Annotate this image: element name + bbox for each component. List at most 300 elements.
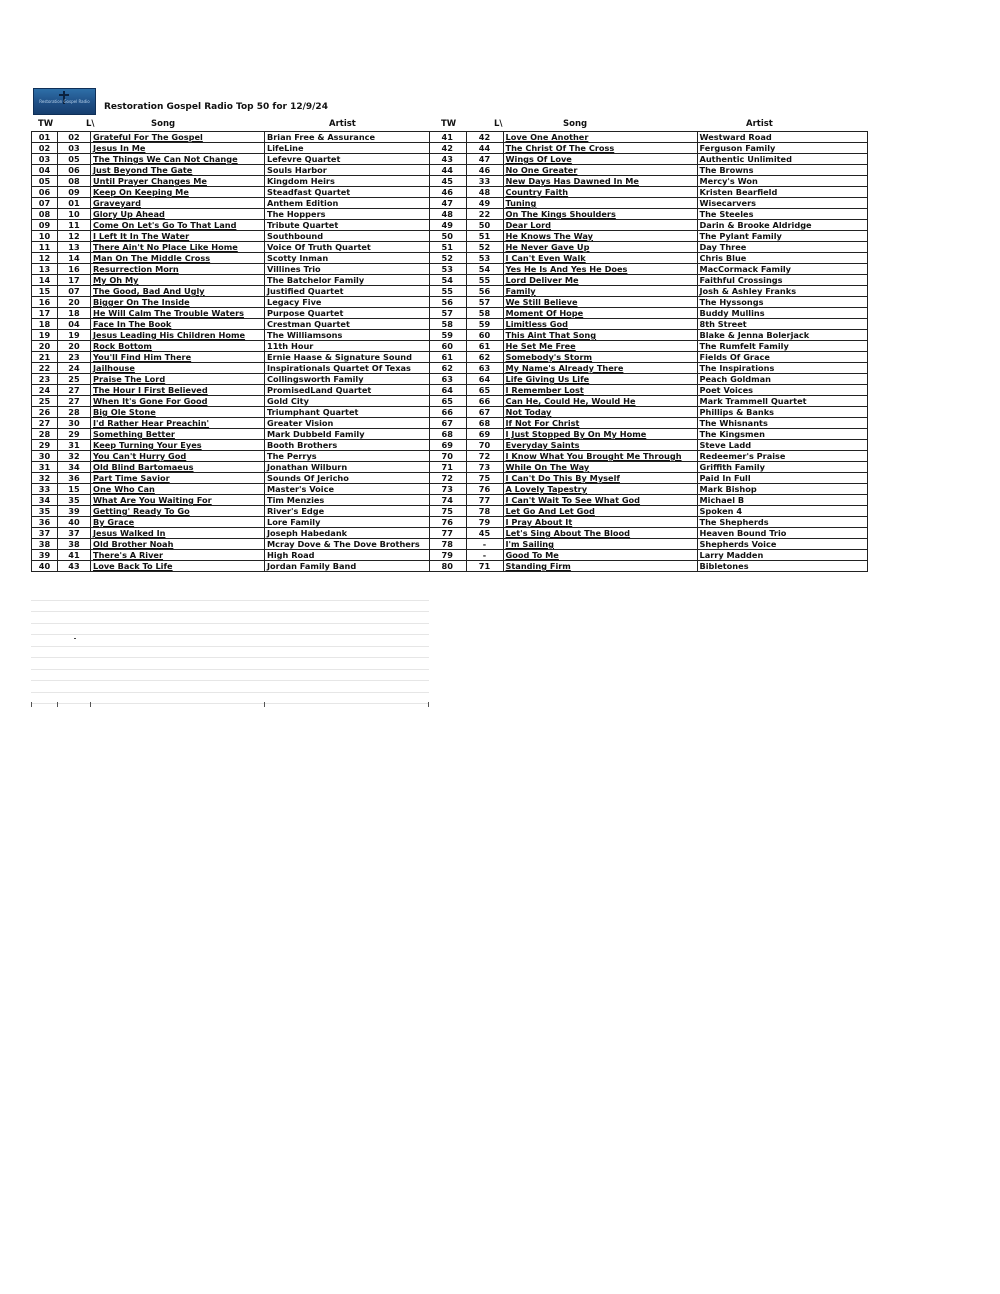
rank-last-week: 24	[58, 363, 91, 374]
song-title-text: You Can't Hurry God	[93, 451, 187, 461]
song-title-text: I Can't Wait To See What God	[505, 495, 641, 505]
song-title-text: Let Go And Let God	[505, 506, 595, 516]
song-title-text: Lord Deliver Me	[505, 275, 579, 285]
artist-name: Jordan Family Band	[265, 561, 430, 572]
rank-this-week: 63	[429, 374, 466, 385]
song-title-text: We Still Believe	[505, 297, 578, 307]
header-lw-left: L\	[86, 119, 95, 129]
artist-name: Bibletones	[697, 561, 867, 572]
song-title-text: Grateful For The Gospel	[93, 132, 203, 142]
song-title-text: Jailhouse	[93, 363, 135, 373]
rank-this-week: 03	[32, 154, 58, 165]
song-title	[91, 176, 265, 187]
song-title-text: Good To Me	[505, 550, 559, 560]
rank-this-week: 77	[429, 528, 466, 539]
rank-this-week: 16	[32, 297, 58, 308]
rank-this-week: 33	[32, 484, 58, 495]
artist-name: Griffith Family	[697, 462, 867, 473]
rank-this-week: 69	[429, 440, 466, 451]
rank-last-week: 31	[58, 440, 91, 451]
rank-this-week: 62	[429, 363, 466, 374]
song-title-text: Jesus Leading His Children Home	[93, 330, 246, 340]
song-title-text: Keep Turning Your Eyes	[93, 440, 202, 450]
artist-name: The Batchelor Family	[265, 275, 430, 286]
artist-name: Spoken 4	[697, 506, 867, 517]
song-title	[503, 187, 697, 198]
artist-name: Faithful Crossings	[697, 275, 867, 286]
rank-last-week: 79	[466, 517, 503, 528]
rank-last-week: 49	[466, 198, 503, 209]
rank-last-week: 52	[466, 242, 503, 253]
rank-this-week: 35	[32, 506, 58, 517]
rank-this-week: 29	[32, 440, 58, 451]
song-title	[91, 242, 265, 253]
song-title-text: The Things We Can Not Change	[93, 154, 238, 164]
song-title-text: Can He, Could He, Would He	[505, 396, 636, 406]
artist-name: Kingdom Heirs	[265, 176, 430, 187]
rank-this-week: 26	[32, 407, 58, 418]
song-title	[503, 264, 697, 275]
artist-name: Tim Menzies	[265, 495, 430, 506]
song-title	[503, 198, 697, 209]
song-title	[91, 407, 265, 418]
song-title-text: Rock Bottom	[93, 341, 152, 351]
rank-last-week: 70	[466, 440, 503, 451]
chart-row	[429, 165, 867, 176]
song-title	[91, 363, 265, 374]
rank-this-week: 21	[32, 352, 58, 363]
rank-this-week: 06	[32, 187, 58, 198]
rank-last-week: 13	[58, 242, 91, 253]
song-title	[503, 495, 697, 506]
artist-name: Steve Ladd	[697, 440, 867, 451]
song-title	[91, 308, 265, 319]
chart-row	[32, 429, 430, 440]
song-title	[503, 253, 697, 264]
artist-name: Paid In Full	[697, 473, 867, 484]
rank-last-week: 27	[58, 385, 91, 396]
chart-row	[429, 451, 867, 462]
rank-this-week: 80	[429, 561, 466, 572]
rank-last-week: 32	[58, 451, 91, 462]
rank-last-week: 73	[466, 462, 503, 473]
song-title	[503, 143, 697, 154]
song-title	[91, 341, 265, 352]
rank-this-week: 27	[32, 418, 58, 429]
song-title	[503, 297, 697, 308]
song-title	[503, 330, 697, 341]
chart-row	[429, 198, 867, 209]
song-title	[503, 341, 697, 352]
artist-name: Mark Dubbeld Family	[265, 429, 430, 440]
rank-this-week: 28	[32, 429, 58, 440]
rank-this-week: 51	[429, 242, 466, 253]
rank-this-week: 53	[429, 264, 466, 275]
song-title-text: When It's Gone For Good	[93, 396, 208, 406]
artist-name: Gold City	[265, 396, 430, 407]
song-title-text: No One Greater	[505, 165, 578, 175]
rank-last-week: 38	[58, 539, 91, 550]
chart-row	[429, 297, 867, 308]
chart-row	[429, 374, 867, 385]
song-title-text: If Not For Christ	[505, 418, 580, 428]
rank-last-week: 30	[58, 418, 91, 429]
rank-last-week: 11	[58, 220, 91, 231]
artist-name: Kristen Bearfield	[697, 187, 867, 198]
chart-row	[32, 407, 430, 418]
chart-row	[32, 473, 430, 484]
song-title	[91, 253, 265, 264]
rank-this-week: 04	[32, 165, 58, 176]
artist-name: Jonathan Wilburn	[265, 462, 430, 473]
rank-this-week: 23	[32, 374, 58, 385]
rank-this-week: 49	[429, 220, 466, 231]
chart-row	[32, 363, 430, 374]
song-title	[503, 418, 697, 429]
song-title	[91, 220, 265, 231]
song-title-text: Come On Let's Go To That Land	[93, 220, 237, 230]
song-title-text: Country Faith	[505, 187, 569, 197]
rank-last-week: 62	[466, 352, 503, 363]
artist-name: Ernie Haase & Signature Sound	[265, 352, 430, 363]
rank-last-week: 77	[466, 495, 503, 506]
grid-tick	[428, 702, 429, 707]
song-title	[91, 396, 265, 407]
rank-this-week: 46	[429, 187, 466, 198]
song-title	[91, 462, 265, 473]
chart-row	[32, 341, 430, 352]
artist-name: The Browns	[697, 165, 867, 176]
song-title	[503, 363, 697, 374]
song-title	[91, 275, 265, 286]
rank-this-week: 40	[32, 561, 58, 572]
artist-name: Mercy's Won	[697, 176, 867, 187]
rank-last-week: 58	[466, 308, 503, 319]
logo-text: Restoration Gospel Radio	[39, 99, 90, 104]
header-song-right: Song	[563, 119, 588, 129]
song-title-text: There Ain't No Place Like Home	[93, 242, 238, 252]
song-title	[503, 517, 697, 528]
rank-this-week: 41	[429, 132, 466, 143]
artist-name: Tribute Quartet	[265, 220, 430, 231]
rank-last-week: 28	[58, 407, 91, 418]
chart-row	[429, 209, 867, 220]
rank-this-week: 19	[32, 330, 58, 341]
rank-this-week: 15	[32, 286, 58, 297]
song-title-text: Keep On Keeping Me	[93, 187, 189, 197]
artist-name: Chris Blue	[697, 253, 867, 264]
rank-last-week: 76	[466, 484, 503, 495]
song-title-text: The Hour I First Believed	[93, 385, 208, 395]
stray-mark	[74, 638, 76, 639]
song-title-text: Old Brother Noah	[93, 539, 174, 549]
song-title	[91, 495, 265, 506]
artist-name: Voice Of Truth Quartet	[265, 242, 430, 253]
artist-name: Redeemer's Praise	[697, 451, 867, 462]
song-title-text: I'd Rather Hear Preachin'	[93, 418, 210, 428]
artist-name: Lefevre Quartet	[265, 154, 430, 165]
song-title-text: Life Giving Us Life	[505, 374, 590, 384]
artist-name: The Inspirations	[697, 363, 867, 374]
chart-row	[32, 506, 430, 517]
rank-this-week: 68	[429, 429, 466, 440]
rank-this-week: 59	[429, 330, 466, 341]
artist-name: Mcray Dove & The Dove Brothers	[265, 539, 430, 550]
rank-this-week: 73	[429, 484, 466, 495]
song-title-text: By Grace	[93, 517, 135, 527]
chart-row	[429, 176, 867, 187]
song-title-text: Big Ole Stone	[93, 407, 156, 417]
artist-name: The Shepherds	[697, 517, 867, 528]
song-title	[91, 451, 265, 462]
rank-last-week: 34	[58, 462, 91, 473]
rank-last-week: 01	[58, 198, 91, 209]
artist-name: Villines Trio	[265, 264, 430, 275]
song-title-text: Yes He Is And Yes He Does	[505, 264, 628, 274]
chart-row	[32, 418, 430, 429]
rank-this-week: 08	[32, 209, 58, 220]
song-title	[91, 187, 265, 198]
rank-this-week: 79	[429, 550, 466, 561]
artist-name: Justified Quartet	[265, 286, 430, 297]
rank-this-week: 75	[429, 506, 466, 517]
chart-row	[429, 473, 867, 484]
song-title	[91, 473, 265, 484]
rank-this-week: 56	[429, 297, 466, 308]
chart-row	[32, 275, 430, 286]
song-title-text: Man On The Middle Cross	[93, 253, 211, 263]
rank-last-week: 20	[58, 341, 91, 352]
rank-last-week: 51	[466, 231, 503, 242]
artist-name: Blake & Jenna Bolerjack	[697, 330, 867, 341]
chart-row	[429, 363, 867, 374]
song-title-text: This Aint That Song	[505, 330, 597, 340]
song-title	[91, 154, 265, 165]
rank-this-week: 50	[429, 231, 466, 242]
rank-this-week: 58	[429, 319, 466, 330]
chart-row	[32, 176, 430, 187]
empty-grid	[31, 600, 429, 705]
rank-last-week: 55	[466, 275, 503, 286]
artist-name: Phillips & Banks	[697, 407, 867, 418]
chart-table-left	[31, 131, 430, 572]
artist-name: Heaven Bound Trio	[697, 528, 867, 539]
chart-row	[32, 231, 430, 242]
rank-last-week: 07	[58, 286, 91, 297]
chart-row	[429, 484, 867, 495]
rank-last-week: 66	[466, 396, 503, 407]
artist-name: Lore Family	[265, 517, 430, 528]
song-title-text: Let's Sing About The Blood	[505, 528, 631, 538]
song-title-text: I Know What You Brought Me Through	[505, 451, 682, 461]
song-title	[503, 220, 697, 231]
song-title-text: He Never Gave Up	[505, 242, 590, 252]
rank-last-week: 45	[466, 528, 503, 539]
rank-last-week: 39	[58, 506, 91, 517]
rank-last-week: 10	[58, 209, 91, 220]
rank-last-week: 60	[466, 330, 503, 341]
chart-row	[32, 440, 430, 451]
rank-this-week: 20	[32, 341, 58, 352]
rank-last-week: 29	[58, 429, 91, 440]
song-title-text: I Can't Even Walk	[505, 253, 586, 263]
song-title-text: Dear Lord	[505, 220, 552, 230]
rank-last-week: 33	[466, 176, 503, 187]
artist-name: The Steeles	[697, 209, 867, 220]
song-title-text: My Name's Already There	[505, 363, 624, 373]
rank-last-week: 37	[58, 528, 91, 539]
rank-this-week: 25	[32, 396, 58, 407]
artist-name: Sounds Of Jericho	[265, 473, 430, 484]
rank-this-week: 76	[429, 517, 466, 528]
chart-row	[429, 154, 867, 165]
song-title-text: Graveyard	[93, 198, 141, 208]
rank-last-week: 15	[58, 484, 91, 495]
rank-this-week: 32	[32, 473, 58, 484]
song-title	[91, 286, 265, 297]
rank-this-week: 30	[32, 451, 58, 462]
rank-this-week: 18	[32, 319, 58, 330]
song-title	[91, 517, 265, 528]
rank-last-week: 25	[58, 374, 91, 385]
rank-last-week: 59	[466, 319, 503, 330]
song-title-text: Old Blind Bartomaeus	[93, 462, 194, 472]
artist-name: High Road	[265, 550, 430, 561]
artist-name: The Hoppers	[265, 209, 430, 220]
song-title-text: Family	[505, 286, 536, 296]
rank-last-week: 53	[466, 253, 503, 264]
artist-name: Shepherds Voice	[697, 539, 867, 550]
chart-row	[429, 275, 867, 286]
rank-last-week: 27	[58, 396, 91, 407]
chart-row	[32, 253, 430, 264]
song-title-text: I'm Sailing	[505, 539, 554, 549]
chart-row	[429, 517, 867, 528]
song-title-text: Limitless God	[505, 319, 568, 329]
song-title	[91, 209, 265, 220]
header-artist-right: Artist	[746, 119, 773, 129]
artist-name: Buddy Mullins	[697, 308, 867, 319]
artist-name: Brian Free & Assurance	[265, 132, 430, 143]
rank-last-week: 50	[466, 220, 503, 231]
rank-last-week: 65	[466, 385, 503, 396]
artist-name: The Williamsons	[265, 330, 430, 341]
song-title-text: Not Today	[505, 407, 552, 417]
rank-last-week: 48	[466, 187, 503, 198]
header-artist-left: Artist	[329, 119, 356, 129]
artist-name: 11th Hour	[265, 341, 430, 352]
rank-last-week: 09	[58, 187, 91, 198]
song-title-text: Face In The Book	[93, 319, 172, 329]
rank-last-week: 56	[466, 286, 503, 297]
song-title-text: Standing Firm	[505, 561, 571, 571]
rank-this-week: 71	[429, 462, 466, 473]
chart-row	[32, 462, 430, 473]
rank-last-week: 72	[466, 451, 503, 462]
chart-row	[32, 484, 430, 495]
song-title	[503, 352, 697, 363]
rank-last-week: 68	[466, 418, 503, 429]
artist-name: Steadfast Quartet	[265, 187, 430, 198]
rank-last-week: 35	[58, 495, 91, 506]
rank-this-week: 47	[429, 198, 466, 209]
rank-last-week: 78	[466, 506, 503, 517]
chart-row	[32, 132, 430, 143]
artist-name: Poet Voices	[697, 385, 867, 396]
artist-name: Day Three	[697, 242, 867, 253]
rank-last-week: 54	[466, 264, 503, 275]
song-title	[503, 440, 697, 451]
rank-last-week: 42	[466, 132, 503, 143]
chart-row	[429, 253, 867, 264]
rank-this-week: 39	[32, 550, 58, 561]
rank-last-week: 69	[466, 429, 503, 440]
chart-row	[429, 429, 867, 440]
artist-name: The Pylant Family	[697, 231, 867, 242]
song-title-text: Wings Of Love	[505, 154, 572, 164]
artist-name: The Kingsmen	[697, 429, 867, 440]
song-title	[91, 264, 265, 275]
artist-name: Josh & Ashley Franks	[697, 286, 867, 297]
song-title-text: A Lovely Tapestry	[505, 484, 588, 494]
rank-this-week: 72	[429, 473, 466, 484]
rank-last-week: 46	[466, 165, 503, 176]
chart-row	[32, 242, 430, 253]
chart-row	[32, 451, 430, 462]
chart-row	[32, 297, 430, 308]
chart-row	[429, 352, 867, 363]
song-title	[91, 528, 265, 539]
rank-last-week: 47	[466, 154, 503, 165]
song-title-text: Getting' Ready To Go	[93, 506, 190, 516]
chart-row	[429, 286, 867, 297]
song-title	[503, 385, 697, 396]
chart-row	[32, 209, 430, 220]
song-title-text: Just Beyond The Gate	[93, 165, 193, 175]
song-title-text: Part Time Savior	[93, 473, 170, 483]
grid-tick	[57, 702, 58, 707]
song-title	[503, 484, 697, 495]
rank-last-week: 23	[58, 352, 91, 363]
rank-last-week: 12	[58, 231, 91, 242]
artist-name: Mark Bishop	[697, 484, 867, 495]
song-title	[503, 462, 697, 473]
rank-last-week: 05	[58, 154, 91, 165]
song-title	[91, 143, 265, 154]
chart-row	[429, 330, 867, 341]
artist-name: The Whisnants	[697, 418, 867, 429]
rank-this-week: 07	[32, 198, 58, 209]
rank-this-week: 67	[429, 418, 466, 429]
song-title-text: While On The Way	[505, 462, 590, 472]
artist-name: Authentic Unlimited	[697, 154, 867, 165]
chart-row	[32, 517, 430, 528]
rank-this-week: 44	[429, 165, 466, 176]
artist-name: Ferguson Family	[697, 143, 867, 154]
chart-row	[32, 220, 430, 231]
chart-row	[429, 550, 867, 561]
rank-this-week: 64	[429, 385, 466, 396]
chart-row	[429, 308, 867, 319]
chart-row	[429, 341, 867, 352]
artist-name: Larry Madden	[697, 550, 867, 561]
chart-row	[429, 418, 867, 429]
rank-this-week: 24	[32, 385, 58, 396]
artist-name: Southbound	[265, 231, 430, 242]
song-title-text: I Left It In The Water	[93, 231, 190, 241]
song-title-text: He Knows The Way	[505, 231, 594, 241]
song-title	[91, 297, 265, 308]
